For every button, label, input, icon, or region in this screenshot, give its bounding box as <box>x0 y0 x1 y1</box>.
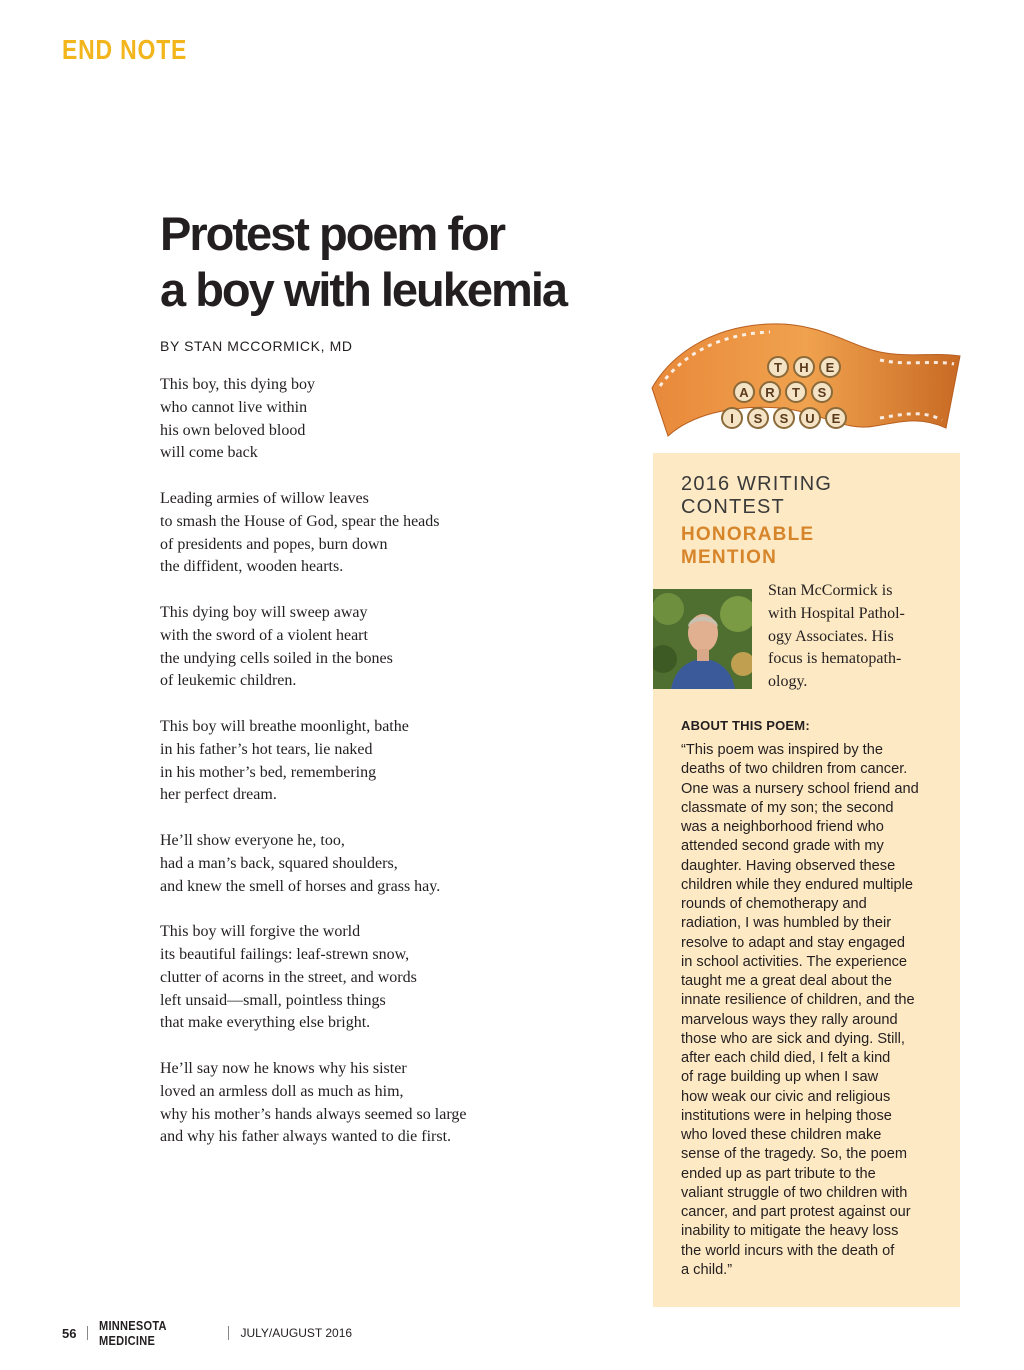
poem-line: This boy will breathe moonlight, bathe <box>160 717 409 735</box>
badge-key: T <box>774 360 782 375</box>
poem-line: He’ll show everyone he, too, <box>160 831 345 849</box>
about-line: institutions were in helping those <box>681 1107 892 1124</box>
about-poem-text <box>681 741 956 1280</box>
mention-line: MENTION <box>681 547 778 568</box>
author-photo <box>653 589 752 689</box>
title-line: a boy with leukemia <box>160 263 567 316</box>
poem-line: who cannot live within <box>160 398 308 416</box>
about-line: a child.” <box>681 1261 733 1278</box>
poem-line: of presidents and popes, burn down <box>160 535 388 553</box>
article-title <box>160 206 640 318</box>
about-line: One was a nursery school friend and <box>681 780 919 797</box>
contest-title <box>681 473 941 519</box>
section-label: END NOTE <box>62 34 188 65</box>
footer-divider <box>228 1326 229 1340</box>
about-line: how weak our civic and religious <box>681 1088 891 1105</box>
badge-key: E <box>831 411 841 426</box>
contest-sidebar <box>653 453 960 1307</box>
badge-key: E <box>825 360 835 375</box>
about-poem-heading: ABOUT THIS POEM: <box>681 718 810 733</box>
bio-line: with Hospital Pathol- <box>768 604 905 622</box>
poem-line: with the sword of a violent heart <box>160 626 368 644</box>
poem-line: This boy, this dying boy <box>160 376 315 393</box>
contest-title-line: CONTEST <box>681 496 785 518</box>
honorable-mention <box>681 523 941 569</box>
magazine-name: MINNESOTA MEDICINE <box>99 1318 167 1348</box>
poem <box>160 374 620 1172</box>
about-line: of rage building up when I saw <box>681 1069 879 1086</box>
poem-line: to smash the House of God, spear the heads <box>160 512 440 530</box>
stanza <box>160 488 620 579</box>
about-line: deaths of two children from cancer. <box>681 761 908 778</box>
about-line: those who are sick and dying. Still, <box>681 1030 905 1047</box>
page-number: 56 <box>62 1325 77 1341</box>
mention-line: HONORABLE <box>681 524 815 545</box>
badge-key: I <box>730 411 734 426</box>
badge-key: A <box>739 385 749 400</box>
poem-line: left unsaid—small, pointless things <box>160 991 386 1009</box>
poem-line: that make everything else bright. <box>160 1014 371 1032</box>
about-line: sense of the tragedy. So, the poem <box>681 1146 908 1163</box>
stanza <box>160 716 620 807</box>
about-line: classmate of my son; the second <box>681 799 894 816</box>
poem-line: had a man’s back, squared shoulders, <box>160 854 398 872</box>
poem-line: of leukemic children. <box>160 672 297 690</box>
badge-key: S <box>779 411 789 426</box>
poem-line: the diffident, wooden hearts. <box>160 558 344 576</box>
poem-line: He’ll say now he knows why his sister <box>160 1059 407 1077</box>
poem-line: This boy will forgive the world <box>160 923 361 941</box>
about-line: children while they endured multiple <box>681 876 914 893</box>
about-line: taught me a great deal about the <box>681 973 892 989</box>
footer-divider <box>87 1326 88 1340</box>
about-line: after each child died, I felt a kind <box>681 1050 891 1066</box>
about-line: rounds of chemotherapy and <box>681 896 867 912</box>
poem-line: This dying boy will sweep away <box>160 603 368 621</box>
bio-line: Stan McCormick is <box>768 582 893 599</box>
about-line: “This poem was inspired by the <box>681 742 883 758</box>
byline: BY STAN MCCORMICK, MD <box>160 338 353 354</box>
stanza <box>160 830 620 898</box>
badge-key: S <box>753 411 763 426</box>
stanza <box>160 921 620 1035</box>
poem-line: its beautiful failings: leaf-strewn snow, <box>160 945 410 963</box>
poem-line: in his mother’s bed, remembering <box>160 763 377 781</box>
poem-line: in his father’s hot tears, lie naked <box>160 740 373 758</box>
bio-line: ogy Associates. His <box>768 627 894 645</box>
about-line: innate resilience of children, and the <box>681 992 915 1009</box>
poem-line: the undying cells soiled in the bones <box>160 649 393 667</box>
badge-key: S <box>817 385 827 400</box>
issue-date: JULY/AUGUST 2016 <box>240 1326 353 1340</box>
about-line: daughter. Having observed these <box>681 857 896 874</box>
poem-line: Leading armies of willow leaves <box>160 489 369 507</box>
about-line: radiation, I was humbled by their <box>681 915 892 932</box>
about-line: inability to mitigate the heavy loss <box>681 1223 899 1240</box>
poem-line: why his mother’s hands always seemed so large <box>160 1105 467 1123</box>
about-line: marvelous ways they rally around <box>681 1011 898 1028</box>
badge-key: R <box>765 385 775 400</box>
about-line: the world incurs with the death of <box>681 1242 895 1259</box>
about-line: resolve to adapt and stay engaged <box>681 934 905 951</box>
bio-line: focus is hematopath- <box>768 650 902 668</box>
poem-line: and knew the smell of horses and grass hay. <box>160 877 441 895</box>
badge-key: H <box>799 360 809 375</box>
badge-row-the <box>768 357 840 377</box>
poem-line: will come back <box>160 444 258 462</box>
arts-issue-badge <box>650 316 962 450</box>
page-footer <box>62 1318 353 1348</box>
about-line: was a neighborhood friend who <box>681 819 884 835</box>
stanza <box>160 602 620 693</box>
stanza <box>160 374 620 465</box>
poem-line: her perfect dream. <box>160 786 277 804</box>
about-line: who loved these children make <box>681 1127 882 1143</box>
about-line: ended up as part tribute to the <box>681 1165 876 1182</box>
badge-key: U <box>805 411 815 426</box>
bio-line: ology. <box>768 673 808 691</box>
badge-key: T <box>792 385 800 400</box>
about-line: attended second grade with my <box>681 838 884 855</box>
contest-title-line: 2016 WRITING <box>681 473 833 495</box>
poem-line: clutter of acorns in the street, and words <box>160 968 417 986</box>
stanza <box>160 1058 620 1149</box>
poem-line: loved an armless doll as much as him, <box>160 1082 404 1100</box>
about-line: valiant struggle of two children with <box>681 1184 908 1201</box>
title-line: Protest poem for <box>160 207 505 260</box>
about-line: cancer, and part protest against our <box>681 1204 911 1220</box>
poem-line: and why his father always wanted to die first. <box>160 1128 452 1146</box>
about-line: in school activities. The experience <box>681 953 908 970</box>
poem-line: his own beloved blood <box>160 421 306 439</box>
author-bio <box>768 580 948 694</box>
